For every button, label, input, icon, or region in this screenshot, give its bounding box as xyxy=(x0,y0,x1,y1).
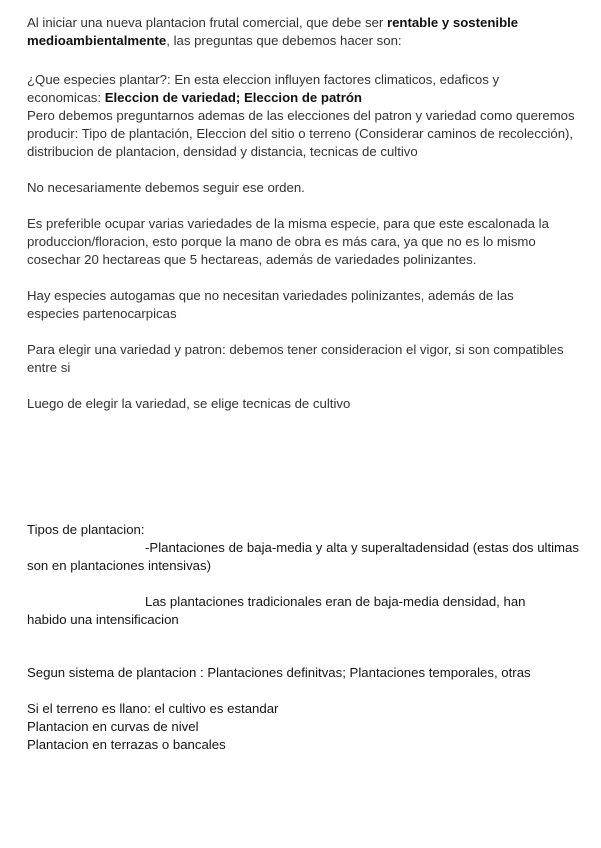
intro-text: Al iniciar una nueva plantacion frutal comercial, que debe ser xyxy=(27,15,387,30)
tipos-heading: Tipos de plantacion: xyxy=(27,522,145,537)
terreno-terrazas: Plantacion en terrazas o bancales xyxy=(27,737,226,752)
sistema-paragraph: Segun sistema de plantacion : Plantaciones definitvas; Plantaciones temporales, otras xyxy=(27,665,531,680)
after-variety-paragraph: Luego de elegir la variedad, se elige tecnicas de cultivo xyxy=(27,396,351,411)
questions-line1: ¿Que especies plantar?: En esta eleccion influyen factores climaticos, edaficos y xyxy=(27,72,500,87)
questions-line2-prefix: economicas: xyxy=(27,90,105,105)
questions-line3: Pero debemos preguntarnos ademas de las elecciones del patron y variedad como queremos producir: Tipo de plantación, Eleccion del sitio o terreno (Considerar caminos de recolección), distribucion de plantacion, densidad y distancia, tecnicas de cultivo xyxy=(27,108,575,159)
intro-bold: rentable y sostenible medioambientalmente xyxy=(27,15,519,48)
intro-text-end: , las preguntas que debemos hacer son: xyxy=(166,33,402,48)
terreno-curvas: Plantacion en curvas de nivel xyxy=(27,719,199,734)
questions-line2-bold: Eleccion de variedad; Eleccion de patrón xyxy=(104,90,362,105)
tipos-item2: Las plantaciones tradicionales eran de baja-media densidad, han habido una intensificacion xyxy=(27,594,526,627)
tipos-item1: -Plantaciones de baja-media y alta y superaltadensidad (estas dos ultimas son en plantaciones intensivas) xyxy=(27,540,579,573)
varieties-paragraph: Es preferible ocupar varias variedades de la misma especie, para que este escalonada la produccion/floracion, esto porque la mano de obra es más cara, ya que no es lo mismo cosechar 20 hectareas que 5 hectareas, además de variedades polinizantes. xyxy=(27,216,549,267)
questions-paragraph xyxy=(27,71,583,161)
terreno-llano: Si el terreno es llano: el cultivo es estandar xyxy=(27,701,279,716)
autogamous-paragraph: Hay especies autogamas que no necesitan variedades polinizantes, además de las especies partenocarpicas xyxy=(27,288,514,321)
intro-paragraph xyxy=(27,14,567,50)
order-note: No necesariamente debemos seguir ese orden. xyxy=(27,180,305,195)
rootstock-paragraph: Para elegir una variedad y patron: debemos tener consideracion el vigor, si son compatibles entre si xyxy=(27,342,564,375)
